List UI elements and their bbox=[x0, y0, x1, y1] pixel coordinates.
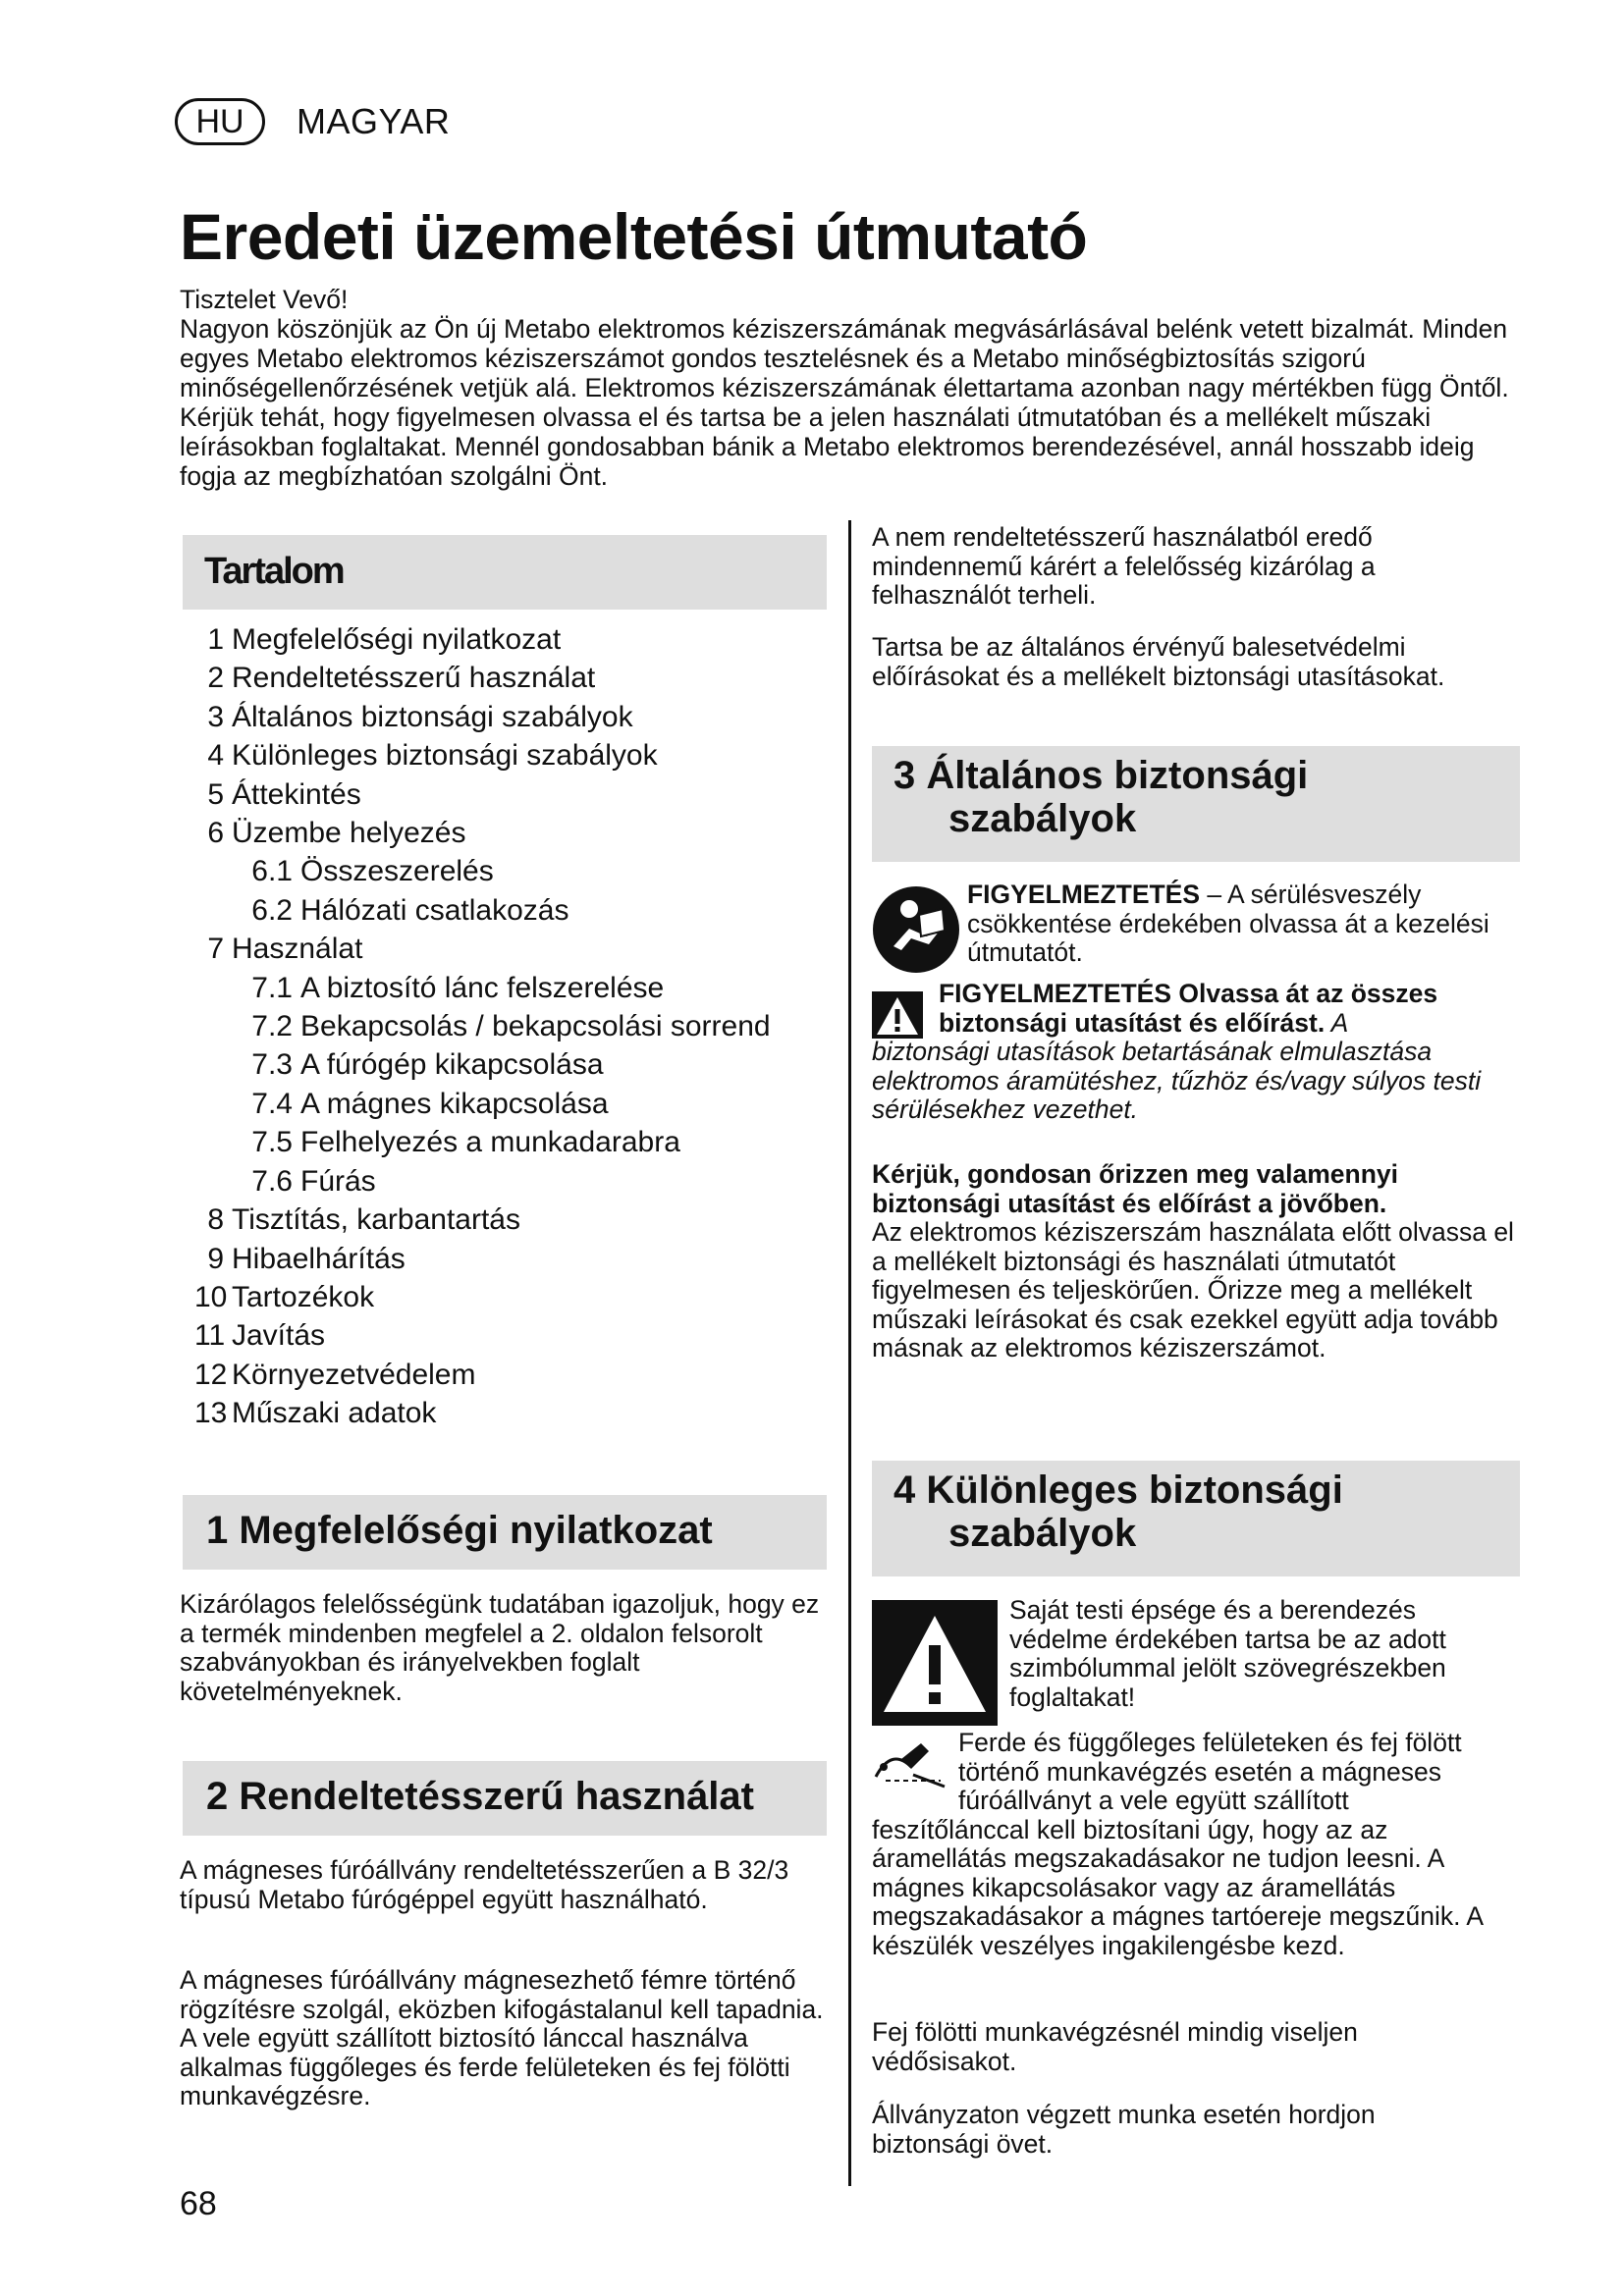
falling-warning-line1: Ferde és függőleges felületeken és fej fölött bbox=[958, 1728, 1462, 1757]
sec3-heading-line1: 3 Általános biztonsági bbox=[893, 754, 1309, 797]
sec4-heading-box bbox=[872, 1461, 1520, 1576]
read-manual-icon bbox=[872, 885, 960, 974]
right-paragraph-1: A nem rendeltetésszerű használatból eredő mindennemű kárért a felelősség kizárólag a felhasználót terheli. bbox=[872, 522, 1376, 610]
falling-warning-line3: fúróállványt a vele együtt szállított bbox=[958, 1786, 1349, 1815]
toc-item-number: 7.3 bbox=[251, 1048, 293, 1082]
toc-item bbox=[194, 1278, 771, 1316]
intro bbox=[180, 285, 1515, 491]
sec2-heading: 2 Rendeltetésszerű használat bbox=[206, 1775, 754, 1818]
column-divider bbox=[848, 520, 851, 2186]
toc-item-label: Felhelyezés a munkadarabra bbox=[300, 1126, 680, 1159]
toc-item bbox=[194, 930, 771, 968]
helmet-notice: Fej fölötti munkavégzésnél mindig viseljen védősisakot. bbox=[872, 2017, 1358, 2076]
keep-instructions bbox=[872, 1160, 1520, 1363]
toc-item-label: A mágnes kikapcsolása bbox=[300, 1087, 609, 1120]
toc-item-label: Műszaki adatok bbox=[232, 1397, 437, 1430]
toc-item-label: Bekapcsolás / bekapcsolási sorrend bbox=[300, 1010, 771, 1043]
toc-item bbox=[194, 1201, 771, 1239]
toc-item bbox=[194, 1356, 771, 1394]
sec2-paragraph-1: A mágneses fúróállvány rendeltetésszerűen a B 32/3 típusú Metabo fúrógéppel együtt használható. bbox=[180, 1855, 789, 1914]
toc-item-label: Általános biztonsági szabályok bbox=[232, 700, 633, 733]
warning-general-italic-a: A bbox=[1325, 1007, 1349, 1038]
toc-item-number: 11 bbox=[194, 1319, 226, 1353]
toc-item bbox=[194, 1394, 771, 1432]
warning-general-bold-line1: FIGYELMEZTETÉS Olvassa át az összes bbox=[939, 979, 1438, 1008]
warning-general bbox=[872, 980, 1520, 1125]
toc-item-label: Fúrás bbox=[300, 1164, 376, 1198]
toc-item-label: Használat bbox=[232, 933, 363, 966]
warning-general-italic-b: biztonsági utasítások betartásának elmulasztása elektromos áramütéshez, tűzhöz és/vagy súlyos testi sérülésekhez vezethet. bbox=[872, 1037, 1482, 1124]
toc-item bbox=[194, 1316, 771, 1355]
right-paragraph-2: Tartsa be az általános érvényű balesetvédelmi előírásokat és a mellékelt biztonsági utasításokat. bbox=[872, 632, 1445, 691]
toc-item-number: 13 bbox=[194, 1397, 228, 1430]
toc-item bbox=[194, 1045, 771, 1084]
toc-item-label: Összeszerelés bbox=[300, 855, 494, 888]
toc-item-label: Tartozékok bbox=[232, 1280, 375, 1313]
falling-warning bbox=[872, 1729, 1520, 1960]
sec1-text: Kizárólagos felelősségünk tudatában igazoljuk, hogy ez a termék mindenben megfelel a 2. oldalon felsorolt szabványokban és irányelvekben foglalt követelményeknek. bbox=[180, 1589, 820, 1706]
toc-item bbox=[194, 1162, 771, 1201]
warning-read-manual-text: – A sérülésveszély csökkentése érdekében olvassa át a kezelési útmutatót. bbox=[967, 880, 1489, 967]
toc-item-number: 5 bbox=[207, 777, 224, 811]
sec2-paragraph-2: A mágneses fúróállvány mágnesezhető fémre történő rögzítésre szolgál, eközben kifogástalanul kell tapadnia. A vele együtt szállított biztosító lánccal használva alkalmas függőleges és ferde felületeken és fej fölötti munkavégzésre. bbox=[180, 1965, 824, 2110]
page-number: 68 bbox=[180, 2185, 217, 2222]
toc-item-label: Rendeltetésszerű használat bbox=[232, 662, 596, 695]
toc-item bbox=[194, 736, 771, 774]
toc-item bbox=[194, 969, 771, 1007]
toc-item-number: 7.6 bbox=[251, 1164, 293, 1198]
toc-item-number: 6 bbox=[207, 817, 224, 850]
toc-item-label: Megfelelőségi nyilatkozat bbox=[232, 623, 562, 656]
page-title: Eredeti üzemeltetési útmutató bbox=[180, 200, 1088, 273]
toc-item-label: Üzembe helyezés bbox=[232, 817, 466, 850]
intro-greeting: Tisztelet Vevő! bbox=[180, 285, 349, 314]
sec4-heading-line2: szabályok bbox=[948, 1512, 1137, 1555]
toc-item bbox=[194, 891, 771, 930]
toc-item-number: 7 bbox=[207, 933, 224, 966]
keep-instructions-bold: Kérjük, gondosan őrizzen meg valamennyi biztonsági utasítást és előírást a jövőben. bbox=[872, 1159, 1399, 1218]
toc-item bbox=[194, 775, 771, 814]
keep-instructions-text: Az elektromos kéziszerszám használata előtt olvassa el a mellékelt biztonsági és használati útmutatót figyelmesen és teljeskörűen. Őrizze meg a mellékelt műszaki leírásokat és csak ezekkel együtt adja tovább másnak az elektromos kéziszerszámot. bbox=[872, 1217, 1514, 1362]
toc-item-number: 9 bbox=[207, 1242, 224, 1275]
sec1-heading-box bbox=[183, 1495, 827, 1570]
toc-item-number: 8 bbox=[207, 1203, 224, 1237]
toc-item-number: 7.1 bbox=[251, 971, 293, 1004]
sec3-heading-line2: szabályok bbox=[948, 797, 1137, 840]
toc-item-number: 1 bbox=[207, 623, 224, 656]
toc-item-label: Áttekintés bbox=[232, 777, 361, 811]
language-header bbox=[175, 98, 450, 145]
warning-general-bold-line2: biztonsági utasítást és előírást. bbox=[939, 1007, 1326, 1038]
warning-read-manual-label: FIGYELMEZTETÉS bbox=[967, 880, 1201, 909]
toc-item bbox=[194, 620, 771, 659]
toc-item bbox=[194, 1240, 771, 1278]
intro-body: Nagyon köszönjük az Ön új Metabo elektromos kéziszerszámának megvásárlásával belénk vetett bizalmát. Minden egyes Metabo elektromos kéziszerszámot gondos tesztelésnek és a Metabo minőségbiztosítás szigorú minőségellenőrzésének vetjük alá. Elektromos kéziszerszámának élettartama azonban nagy mértékben függ Öntől. Kérjük tehát, hogy figyelmesen olvassa el és tartsa be a jelen használati útmutatóban és a mellékelt műszaki leírásokban foglaltakat. Mennél gondosabban bánik a Metabo elektromos berendezésével, annál hosszabb ideig fogja az megbízhatóan szolgálni Önt. bbox=[180, 314, 1509, 491]
falling-warning-line2: történő munkavégzés esetén a mágneses bbox=[958, 1756, 1442, 1787]
toc-item-number: 10 bbox=[194, 1280, 228, 1313]
toc-item-number: 4 bbox=[207, 739, 224, 773]
language-name: MAGYAR bbox=[297, 101, 451, 141]
sec1-heading: 1 Megfelelőségi nyilatkozat bbox=[206, 1509, 713, 1552]
toc-item bbox=[194, 1085, 771, 1123]
toc-item-label: A biztosító lánc felszerelése bbox=[300, 971, 665, 1004]
toc-item-label: Környezetvédelem bbox=[232, 1358, 476, 1391]
toc-item-label: Hálózati csatlakozás bbox=[300, 893, 569, 927]
toc-item-number: 6.2 bbox=[251, 893, 293, 927]
toc-item bbox=[194, 814, 771, 852]
falling-warning-rest: feszítőlánccal kell biztosítani úgy, hogy az az áramellátás megszakadásakor ne tudjon leesni. A mágnes kikapcsolásakor vagy az áramellátás megszakadásakor a mágnes tartóereje megszűnik. A készülék veszélyes ingakilengésbe kezd. bbox=[872, 1814, 1483, 1960]
toc-item-number: 2 bbox=[207, 662, 224, 695]
toc-item-label: Javítás bbox=[232, 1319, 326, 1353]
toc-item-label: Tisztítás, karbantartás bbox=[232, 1203, 520, 1237]
toc-item bbox=[194, 659, 771, 697]
toc-item-label: Hibaelhárítás bbox=[232, 1242, 406, 1275]
toc-item bbox=[194, 698, 771, 736]
sec2-heading-box bbox=[183, 1761, 827, 1836]
danger-warning-icon bbox=[872, 1600, 998, 1726]
toc-item-number: 7.4 bbox=[251, 1087, 293, 1120]
toc-item-number: 3 bbox=[207, 700, 224, 733]
toc-heading: Tartalom bbox=[204, 551, 344, 592]
sec4-heading-line1: 4 Különleges biztonsági bbox=[893, 1468, 1343, 1512]
toc-item-number: 7.5 bbox=[251, 1126, 293, 1159]
warning-read-manual bbox=[967, 881, 1517, 968]
toc-item-number: 12 bbox=[194, 1358, 228, 1391]
toc-heading-box bbox=[183, 535, 827, 610]
toc-item bbox=[194, 1123, 771, 1161]
toc-item-number: 6.1 bbox=[251, 855, 293, 888]
toc-item bbox=[194, 852, 771, 890]
sec3-heading-box bbox=[872, 746, 1520, 862]
symbol-notice: Saját testi épsége és a berendezés védelme érdekében tartsa be az adott szimbólummal jelölt szövegrészekben foglaltakat! bbox=[1009, 1595, 1446, 1712]
toc-item-label: A fúrógép kikapcsolása bbox=[300, 1048, 604, 1082]
safety-belt-notice: Állványzaton végzett munka esetén hordjon biztonsági övet. bbox=[872, 2100, 1376, 2159]
toc-item bbox=[194, 1007, 771, 1045]
toc-item-label: Különleges biztonsági szabályok bbox=[232, 739, 658, 773]
language-code-badge: HU bbox=[175, 98, 265, 145]
toc-item-number: 7.2 bbox=[251, 1010, 293, 1043]
table-of-contents bbox=[194, 620, 771, 1433]
